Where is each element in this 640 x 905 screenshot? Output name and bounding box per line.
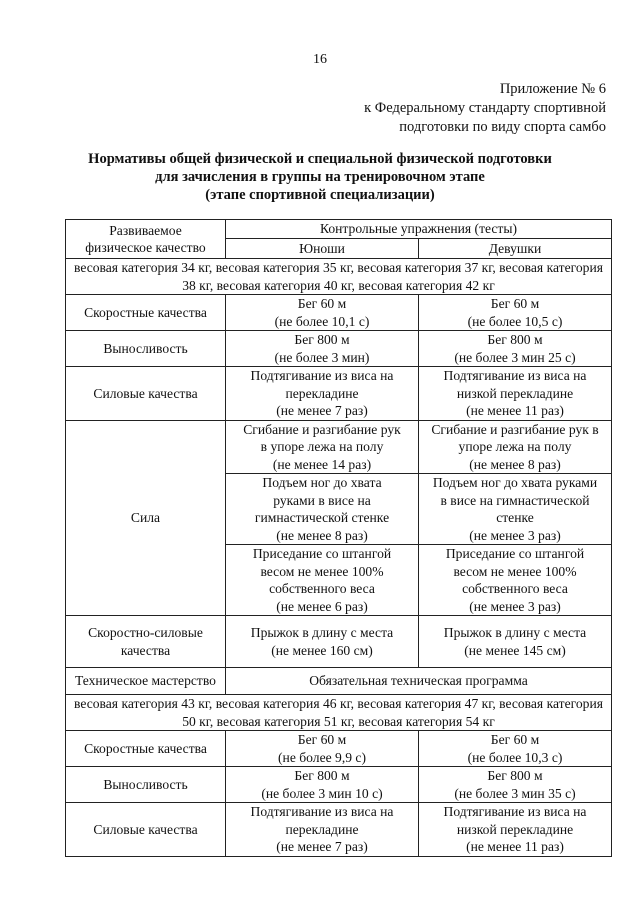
quality-cell: Скоростно-силовые качества [66, 616, 226, 668]
quality-cell: Выносливость [66, 767, 226, 803]
boys-norm: Подтягивание из виса на перекладине (не менее 7 раз) [226, 367, 419, 421]
table-row [66, 731, 612, 767]
norms-table [65, 219, 612, 857]
table-row [66, 331, 612, 367]
boys-norm: Прыжок в длину с места (не менее 160 см) [226, 616, 419, 668]
document-title [0, 150, 640, 204]
quality-cell: Выносливость [66, 331, 226, 367]
appendix-line: Приложение № 6 [499, 81, 606, 97]
header-row [66, 220, 612, 239]
title-line: для зачисления в группы на тренировочном этапе [155, 169, 485, 185]
boys-norm: Бег 60 м (не более 9,9 с) [226, 731, 419, 767]
table-row [66, 803, 612, 857]
boys-norm: Бег 800 м (не более 3 мин 10 с) [226, 767, 419, 803]
table-row [66, 616, 612, 668]
girls-norm: Подъем ног до хвата руками в висе на гимнастической стенке (не менее 3 раз) [419, 474, 612, 545]
boys-norm: Сгибание и разгибание рук в упоре лежа на полу (не менее 14 раз) [226, 420, 419, 474]
header-boys: Юноши [226, 239, 419, 259]
header-tests: Контрольные упражнения (тесты) [226, 220, 612, 239]
header-girls: Девушки [419, 239, 612, 259]
quality-cell: Техническое мастерство [66, 668, 226, 695]
page-number: 16 [313, 52, 327, 67]
girls-norm: Бег 800 м (не более 3 мин 35 с) [419, 767, 612, 803]
quality-cell: Силовые качества [66, 803, 226, 857]
header-quality: Развиваемое физическое качество [66, 220, 226, 259]
boys-norm: Подъем ног до хвата руками в висе на гимнастической стенке (не менее 8 раз) [226, 474, 419, 545]
girls-norm: Подтягивание из виса на низкой перекладине (не менее 11 раз) [419, 803, 612, 857]
table-row [66, 295, 612, 331]
quality-cell: Сила [66, 420, 226, 616]
table-row [66, 767, 612, 803]
technique-program: Обязательная техническая программа [226, 668, 612, 695]
table-row [66, 668, 612, 695]
girls-norm: Бег 800 м (не более 3 мин 25 с) [419, 331, 612, 367]
girls-norm: Подтягивание из виса на низкой перекладине (не менее 11 раз) [419, 367, 612, 421]
weight-categories: весовая категория 43 кг, весовая категория 46 кг, весовая категория 47 кг, весовая категория 50 кг, весовая категория 51 кг, весовая категория 54 кг [66, 695, 612, 731]
boys-norm: Подтягивание из виса на перекладине (не менее 7 раз) [226, 803, 419, 857]
boys-norm: Бег 60 м (не более 10,1 с) [226, 295, 419, 331]
appendix-header [364, 80, 606, 137]
girls-norm: Бег 60 м (не более 10,3 с) [419, 731, 612, 767]
appendix-line: подготовки по виду спорта самбо [399, 119, 606, 135]
category-row [66, 695, 612, 731]
title-line: (этапе спортивной специализации) [205, 187, 435, 203]
girls-norm: Приседание со штангой весом не менее 100% собственного веса (не менее 3 раз) [419, 545, 612, 616]
boys-norm: Бег 800 м (не более 3 мин) [226, 331, 419, 367]
appendix-line: к Федеральному стандарту спортивной [364, 100, 606, 116]
quality-cell: Силовые качества [66, 367, 226, 421]
category-row [66, 259, 612, 295]
quality-cell: Скоростные качества [66, 295, 226, 331]
table-row [66, 420, 612, 474]
title-line: Нормативы общей физической и специальной физической подготовки [88, 151, 552, 167]
girls-norm: Бег 60 м (не более 10,5 с) [419, 295, 612, 331]
girls-norm: Сгибание и разгибание рук в упоре лежа на полу (не менее 8 раз) [419, 420, 612, 474]
boys-norm: Приседание со штангой весом не менее 100% собственного веса (не менее 6 раз) [226, 545, 419, 616]
weight-categories: весовая категория 34 кг, весовая категория 35 кг, весовая категория 37 кг, весовая категория 38 кг, весовая категория 40 кг, весовая категория 42 кг [66, 259, 612, 295]
quality-cell: Скоростные качества [66, 731, 226, 767]
table-row [66, 367, 612, 421]
girls-norm: Прыжок в длину с места (не менее 145 см) [419, 616, 612, 668]
